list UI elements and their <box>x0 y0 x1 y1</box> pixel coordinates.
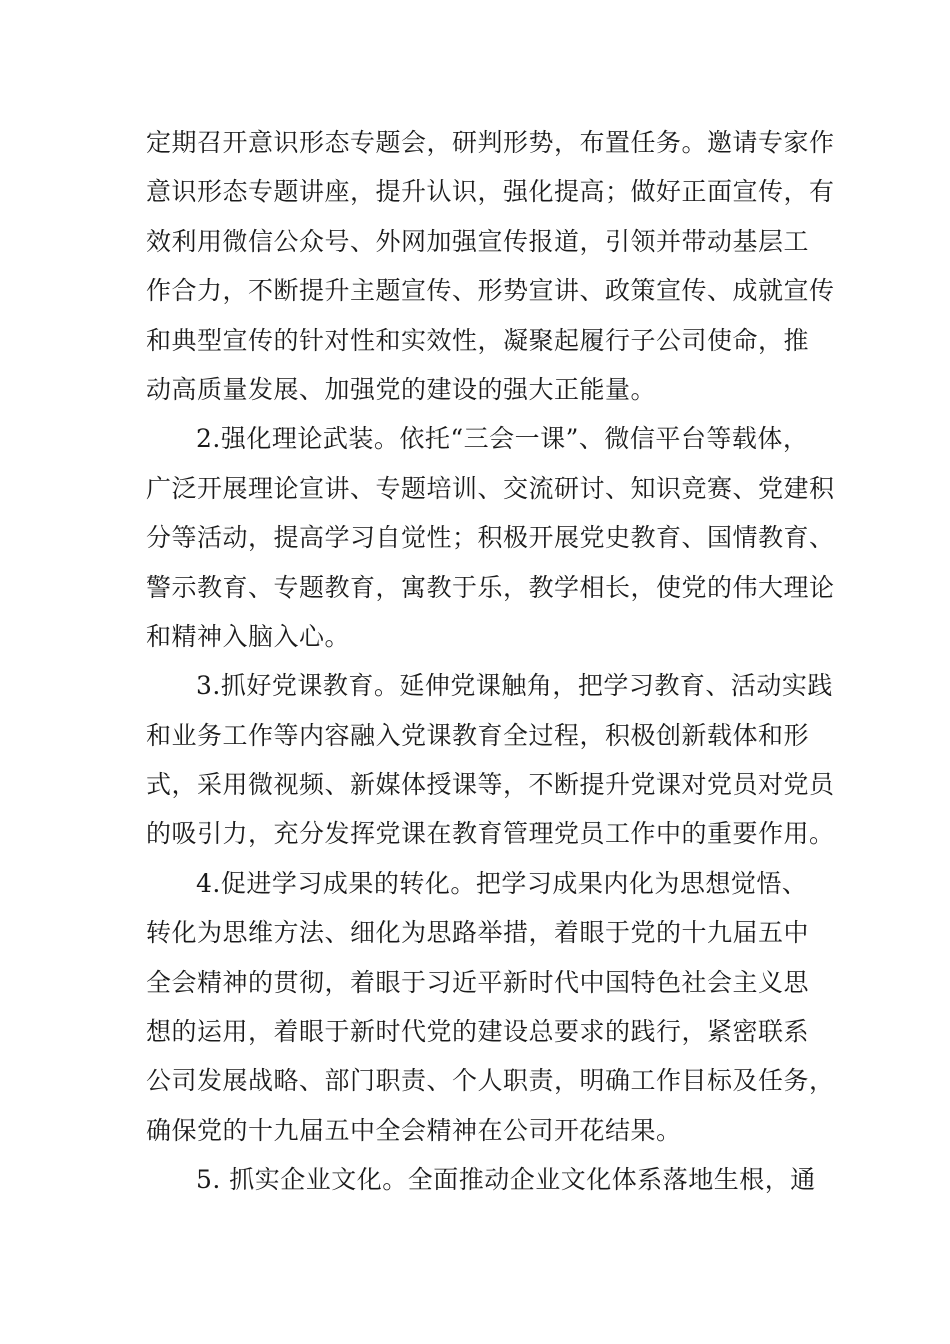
paragraph-start-5: 5. 抓实企业文化。全面推动企业文化体系落地生根，通 <box>196 1165 816 1195</box>
paragraph-start-4: 4.促进学习成果的转化。把学习成果内化为思想觉悟、 <box>196 868 808 898</box>
text-line: 全会精神的贯彻，着眼于习近平新时代中国特色社会主义思 <box>146 967 810 997</box>
document-body <box>146 118 835 1205</box>
text-line: 警示教育、专题教育，寓教于乐，教学相长，使党的伟大理论 <box>146 572 835 602</box>
paragraph-start-2: 2.强化理论武装。依托“三会一课”、微信平台等载体， <box>196 424 809 454</box>
text-line: 的吸引力，充分发挥党课在教育管理党员工作中的重要作用。 <box>146 819 835 849</box>
text-line: 定期召开意识形态专题会，研判形势，布置任务。邀请专家作 <box>146 128 835 157</box>
text-line: 和典型宣传的针对性和实效性，凝聚起履行子公司使命，推 <box>146 325 810 355</box>
text-line: 和精神入脑入心。 <box>146 621 351 651</box>
text-line: 和业务工作等内容融入党课教育全过程，积极创新载体和形 <box>146 720 810 750</box>
text-line: 作合力，不断提升主题宣传、形势宣讲、政策宣传、成就宣传 <box>146 276 835 306</box>
text-line: 想的运用，着眼于新时代党的建设总要求的践行，紧密联系 <box>146 1017 810 1047</box>
text-line: 意识形态专题讲座，提升认识，强化提高；做好正面宣传，有 <box>146 177 835 207</box>
paragraph-start-3: 3.抓好党课教育。延伸党课触角，把学习教育、活动实践 <box>196 671 833 701</box>
text-line: 转化为思维方法、细化为思路举措，着眼于党的十九届五中 <box>146 918 810 948</box>
text-line: 式，采用微视频、新媒体授课等，不断提升党课对党员对党员 <box>146 770 835 800</box>
text-line: 广泛开展理论宣讲、专题培训、交流研讨、知识竞赛、党建积 <box>146 473 835 503</box>
text-line: 分等活动，提高学习自觉性；积极开展党史教育、国情教育、 <box>146 523 835 553</box>
text-line: 确保党的十九届五中全会精神在公司开花结果。 <box>146 1115 682 1145</box>
text-line: 效利用微信公众号、外网加强宣传报道，引领并带动基层工 <box>146 226 810 256</box>
text-line: 动高质量发展、加强党的建设的强大正能量。 <box>146 374 657 404</box>
text-line: 公司发展战略、部门职责、个人职责，明确工作目标及任务， <box>146 1066 835 1096</box>
